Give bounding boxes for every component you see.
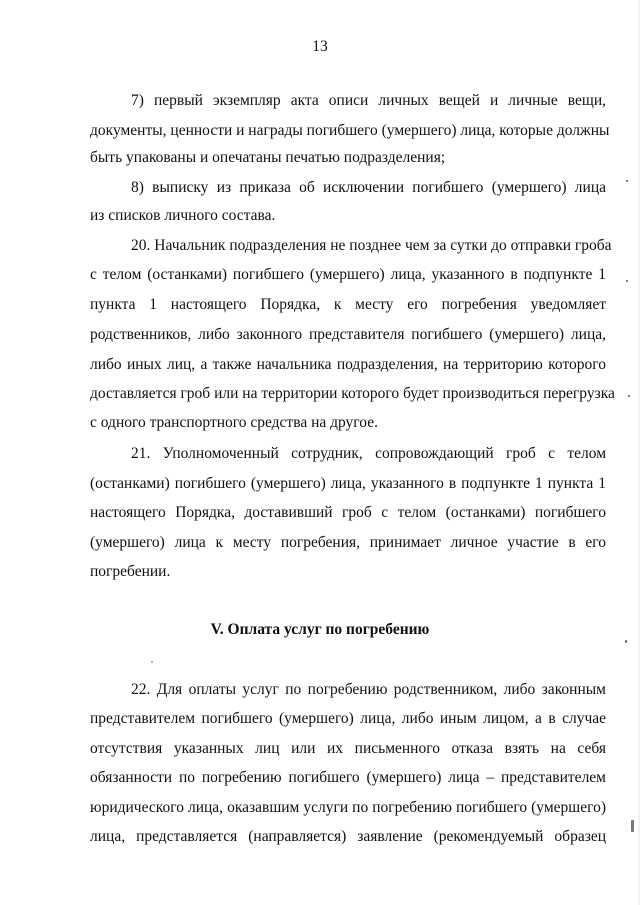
text-line: пункта 1 настоящего Порядка, к месту его погребения уведомляет <box>90 296 606 313</box>
text-line: 22. Для оплаты услуг по погребению родственником, либо законным <box>131 681 606 698</box>
text-line: юридического лица, оказавшим услуги по погребению погибшего (умершего) <box>90 799 606 816</box>
text-line: отсутствия указанных лиц или их письменного отказа взять на себя <box>90 740 606 757</box>
text-line: либо иных лиц, а также начальника подразделения, на территорию которого <box>90 356 606 373</box>
text-line: доставляется гроб или на территории которого будет производиться перегрузка <box>90 385 615 402</box>
text-line: быть упакованы и опечатаны печатью подразделения; <box>90 149 446 166</box>
text-line: представителем погибшего (умершего) лица, либо иным лицом, а в случае <box>90 710 606 727</box>
text-line: обязанности по погребению погибшего (умершего) лица – представителем <box>90 769 606 786</box>
scan-speck <box>628 395 630 397</box>
text-line: документы, ценности и награды погибшего (умершего) лица, которые должны <box>90 122 610 139</box>
scan-speck <box>626 280 628 282</box>
text-line: (умершего) лица к месту погребения, принимает личное участие в его <box>90 534 606 551</box>
text-line: 21. Уполномоченный сотрудник, сопровождающий гроб с телом <box>131 445 606 462</box>
scan-speck <box>626 180 628 182</box>
text-line: родственников, либо законного представителя погибшего (умершего) лица, <box>90 326 606 343</box>
text-line: с телом (останками) погибшего (умершего) лица, указанного в подпункте 1 <box>90 266 606 283</box>
text-line: погребении. <box>90 563 171 580</box>
scan-speck <box>151 661 153 663</box>
text-line: с одного транспортного средства на другое. <box>90 414 378 431</box>
text-line: 20. Начальник подразделения не позднее чем за сутки до отправки гроба <box>131 237 612 254</box>
section-heading: V. Оплата услуг по погребению <box>210 621 430 638</box>
text-line: (останками) погибшего (умершего) лица, указанного в подпункте 1 пункта 1 <box>90 475 606 492</box>
scan-speck <box>625 640 627 643</box>
scan-speck <box>631 820 634 832</box>
text-line: 7) первый экземпляр акта описи личных вещей и личные вещи, <box>131 92 606 109</box>
text-line: лица, представляется (направляется) заявление (рекомендуемый образец <box>90 828 606 845</box>
text-line: из списков личного состава. <box>90 207 276 224</box>
text-line: настоящего Порядка, доставивший гроб с телом (останками) погибшего <box>90 504 606 521</box>
page-number: 13 <box>312 38 328 55</box>
text-line: 8) выписку из приказа об исключении погибшего (умершего) лица <box>131 179 606 196</box>
